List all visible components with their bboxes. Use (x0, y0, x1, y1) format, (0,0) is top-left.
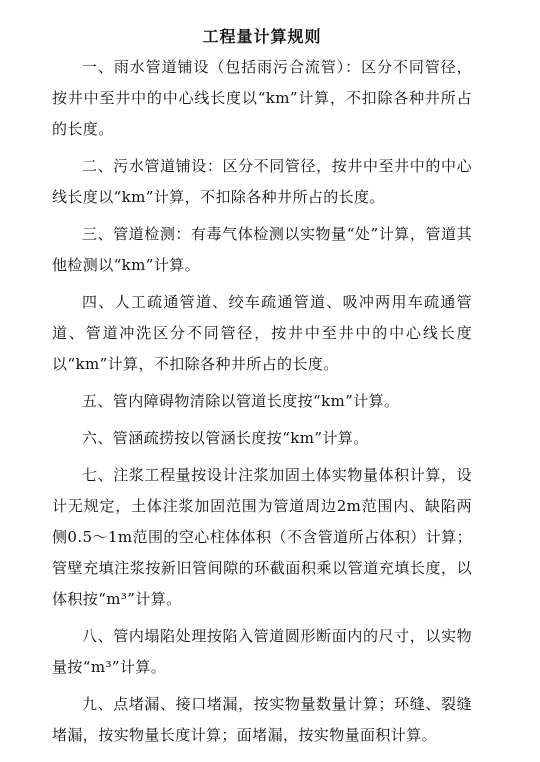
rule-paragraph-9: 九、点堵漏、接口堵漏，按实物量数量计算；环缝、裂缝堵漏，按实物量长度计算；面堵漏，按实物量面积计算。 (52, 695, 472, 744)
rule-paragraph-4: 四、人工疏通管道、绞车疏通管道、吸冲两用车疏通管道、管道冲洗区分不同管径，按井中至井中的中心线长度以“km”计算，不扣除各种井所占的长度。 (52, 293, 472, 373)
document-title: 工程量计算规则 (202, 27, 322, 46)
rule-paragraph-3: 三、管道检测：有毒气体检测以实物量“处”计算，管道其他检测以“km”计算。 (52, 225, 472, 274)
rule-paragraph-6: 六、管涵疏捞按以管涵长度按“km”计算。 (82, 429, 369, 447)
rule-paragraph-8: 八、管内塌陷处理按陷入管道圆形断面内的尺寸，以实物量按“m³”计算。 (52, 627, 472, 676)
rule-paragraph-1: 一、雨水管道铺设（包括雨污合流管）：区分不同管径，按井中至井中的中心线长度以“km”计算，不扣除各种井所占的长度。 (52, 58, 472, 138)
rule-paragraph-7: 七、注浆工程量按设计注浆加固土体实物量体积计算，设计无规定，土体注浆加固范围为管道周边2m范围内、缺陷两侧0.5～1m范围的空心柱体体积（不含管道所占体积）计算；管壁充填注浆按新旧管间隙的环截面积乘以管道充填长度，以体积按“m³”计算。 (52, 466, 472, 608)
document-page (52, 26, 472, 757)
rule-paragraph-5: 五、管内障碍物清除以管道长度按“km”计算。 (82, 392, 400, 410)
rule-paragraph-2: 二、污水管道铺设：区分不同管径，按井中至井中的中心线长度以“km”计算，不扣除各种井所占的长度。 (52, 157, 472, 206)
